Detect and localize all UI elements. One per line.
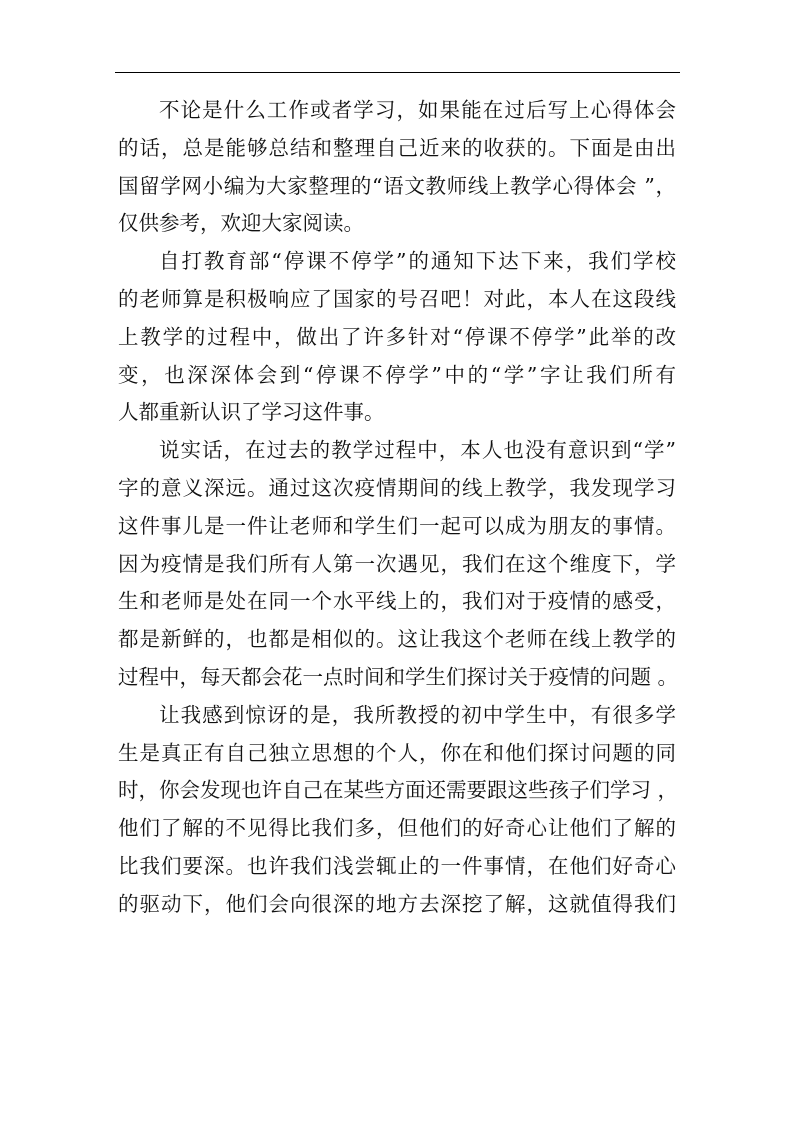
text-line: 变，也深深体会到“停课不停学”中的“学”字让我们所有 [118,362,676,387]
text-line: 的老师算是积极响应了国家的号召吧！对此，本人在这段线 [118,286,676,311]
header-rule [115,72,680,73]
text-line: 的驱动下，他们会向很深的地方去深挖了解，这就值得我们 [118,891,676,916]
text-line: 说实话，在过去的教学过程中，本人也没有意识到“学” [159,438,676,463]
text-line: 过程中，每天都会花一点时间和学生们探讨关于疫情的问题 。 [118,664,679,689]
text-line: 生是真正有自己独立思想的个人，你在和他们探讨问题的同 [118,740,676,765]
text-line: 上教学的过程中，做出了许多针对“停课不停学”此举的改 [118,324,676,349]
paragraph-3 [118,432,679,697]
text-line: 让我感到惊讶的是，我所教授的初中学生中，有很多学 [159,702,676,727]
document-body [118,92,679,924]
text-line: 都是新鲜的，也都是相似的。这让我这个老师在线上教学的 [118,627,676,652]
text-line: 自打教育部“停课不停学”的通知下达下来，我们学校 [159,249,676,274]
paragraph-4 [118,697,679,924]
text-line: 生和老师是处在同一个水平线上的，我们对于疫情的感受， [118,589,676,614]
text-line: 比我们要深。也许我们浅尝辄止的一件事情，在他们好奇心 [118,853,676,878]
text-line: 国留学网小编为大家整理的“语文教师线上教学心得体会 ”， [118,173,676,198]
text-line: 他们了解的不见得比我们多，但他们的好奇心让他们了解的 [118,816,676,841]
paragraph-1 [118,92,676,243]
text-line: 的话，总是能够总结和整理自己近来的收获的。下面是由出 [118,135,676,160]
text-line: 不论是什么工作或者学习，如果能在过后写上心得体会 [159,98,676,122]
text-line: 仅供参考，欢迎大家阅读。 [118,211,364,236]
text-line: 因为疫情是我们所有人第一次遇见，我们在这个维度下，学 [118,551,676,576]
text-line: 这件事儿是一件让老师和学生们一起可以成为朋友的事情。 [118,513,676,538]
text-line: 字的意义深远。通过这次疫情期间的线上教学，我发现学习 [118,475,676,500]
text-line: 人都重新认识了学习这件事。 [118,400,385,425]
text-line: 时，你会发现也许自己在某些方面还需要跟这些孩子们学习 ， [118,778,679,803]
paragraph-2 [118,243,676,432]
